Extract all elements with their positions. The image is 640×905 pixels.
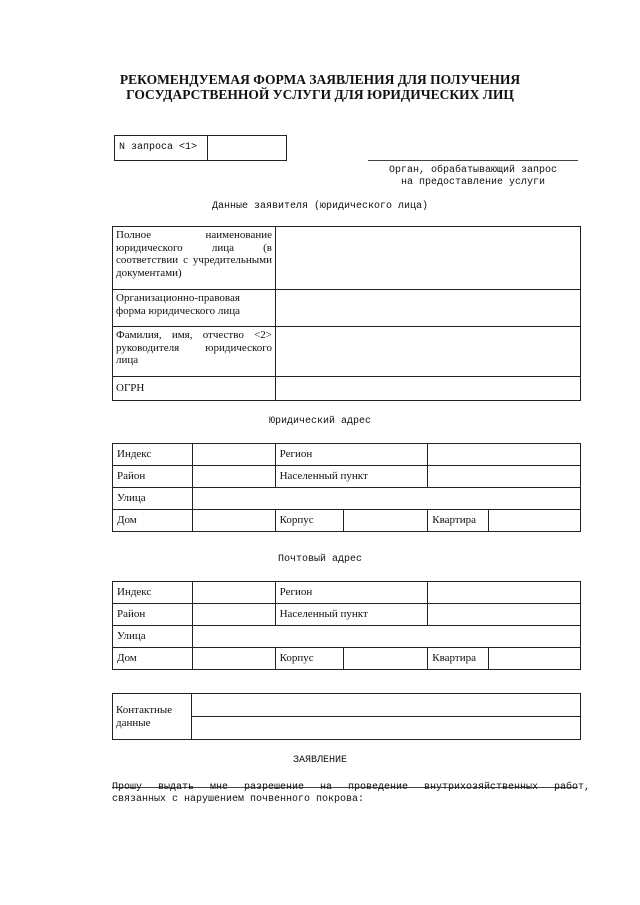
legal-form-label: Организационно-правовая форма юридического лица: [113, 290, 276, 327]
postal-street-label: Улица: [113, 626, 193, 648]
contacts-field-1[interactable]: [192, 694, 581, 717]
legal-settlement-field[interactable]: [428, 466, 581, 488]
legal-address-table: [112, 443, 581, 532]
ogrn-field[interactable]: [276, 377, 581, 401]
request-number-table: [114, 135, 287, 161]
postal-address-caption: Почтовый адрес: [277, 554, 362, 565]
postal-region-field[interactable]: [428, 582, 581, 604]
contacts-label: Контактные данные: [113, 694, 192, 740]
postal-house-field[interactable]: [192, 648, 275, 670]
organ-caption: [368, 165, 578, 189]
legal-region-field[interactable]: [428, 444, 581, 466]
request-number-label: N запроса <1>: [115, 136, 208, 161]
legal-index-label: Индекс: [113, 444, 193, 466]
full-name-field[interactable]: [276, 227, 581, 290]
legal-house-field[interactable]: [192, 510, 275, 532]
postal-settlement-field[interactable]: [428, 604, 581, 626]
postal-address-table: [112, 581, 581, 670]
head-name-label: Фамилия, имя, отчество <2> руководителя юридического лица: [113, 327, 276, 377]
postal-house-label: Дом: [113, 648, 193, 670]
legal-settlement-label: Населенный пункт: [275, 466, 428, 488]
legal-address-caption: Юридический адрес: [268, 416, 372, 427]
form-title-line1: РЕКОМЕНДУЕМАЯ ФОРМА ЗАЯВЛЕНИЯ ДЛЯ ПОЛУЧЕНИЯ: [119, 72, 521, 87]
postal-settlement-label: Населенный пункт: [275, 604, 428, 626]
legal-house-label: Дом: [113, 510, 193, 532]
applicant-caption: Данные заявителя (юридического лица): [211, 201, 429, 212]
postal-building-label: Корпус: [275, 648, 343, 670]
legal-index-field[interactable]: [192, 444, 275, 466]
postal-street-field[interactable]: [192, 626, 580, 648]
statement-line1: Прошу выдать мне разрешение на проведение внутрихозяйственных работ,: [112, 782, 590, 793]
form-title: [0, 72, 640, 102]
statement-line2: связанных с нарушением почвенного покрова:: [112, 794, 365, 805]
organ-caption-line1: Орган, обрабатывающий запрос: [388, 165, 558, 176]
legal-region-label: Регион: [275, 444, 428, 466]
statement-heading: ЗАЯВЛЕНИЕ: [292, 755, 347, 766]
statement-text: [112, 782, 590, 806]
postal-building-field[interactable]: [343, 648, 428, 670]
ogrn-label: ОГРН: [113, 377, 276, 401]
postal-index-label: Индекс: [113, 582, 193, 604]
head-name-field[interactable]: [276, 327, 581, 377]
legal-district-label: Район: [113, 466, 193, 488]
form-title-line2: ГОСУДАРСТВЕННОЙ УСЛУГИ ДЛЯ ЮРИДИЧЕСКИХ ЛИЦ: [126, 87, 514, 102]
contacts-field-2[interactable]: [192, 717, 581, 740]
legal-apartment-label: Квартира: [428, 510, 489, 532]
organ-caption-line2: на предоставление услуги: [400, 177, 546, 188]
legal-apartment-field[interactable]: [489, 510, 581, 532]
legal-building-field[interactable]: [343, 510, 428, 532]
legal-district-field[interactable]: [192, 466, 275, 488]
full-name-label: Полное наименование юридического лица (в соответствии с учредительными документами): [113, 227, 276, 290]
legal-form-field[interactable]: [276, 290, 581, 327]
postal-region-label: Регион: [275, 582, 428, 604]
postal-district-label: Район: [113, 604, 193, 626]
postal-district-field[interactable]: [192, 604, 275, 626]
postal-apartment-label: Квартира: [428, 648, 489, 670]
legal-building-label: Корпус: [275, 510, 343, 532]
organ-signature-line[interactable]: [368, 160, 578, 161]
applicant-table: [112, 226, 581, 401]
legal-street-label: Улица: [113, 488, 193, 510]
contacts-table: [112, 693, 581, 740]
request-number-field[interactable]: [208, 136, 287, 161]
legal-street-field[interactable]: [192, 488, 580, 510]
postal-index-field[interactable]: [192, 582, 275, 604]
postal-apartment-field[interactable]: [489, 648, 581, 670]
